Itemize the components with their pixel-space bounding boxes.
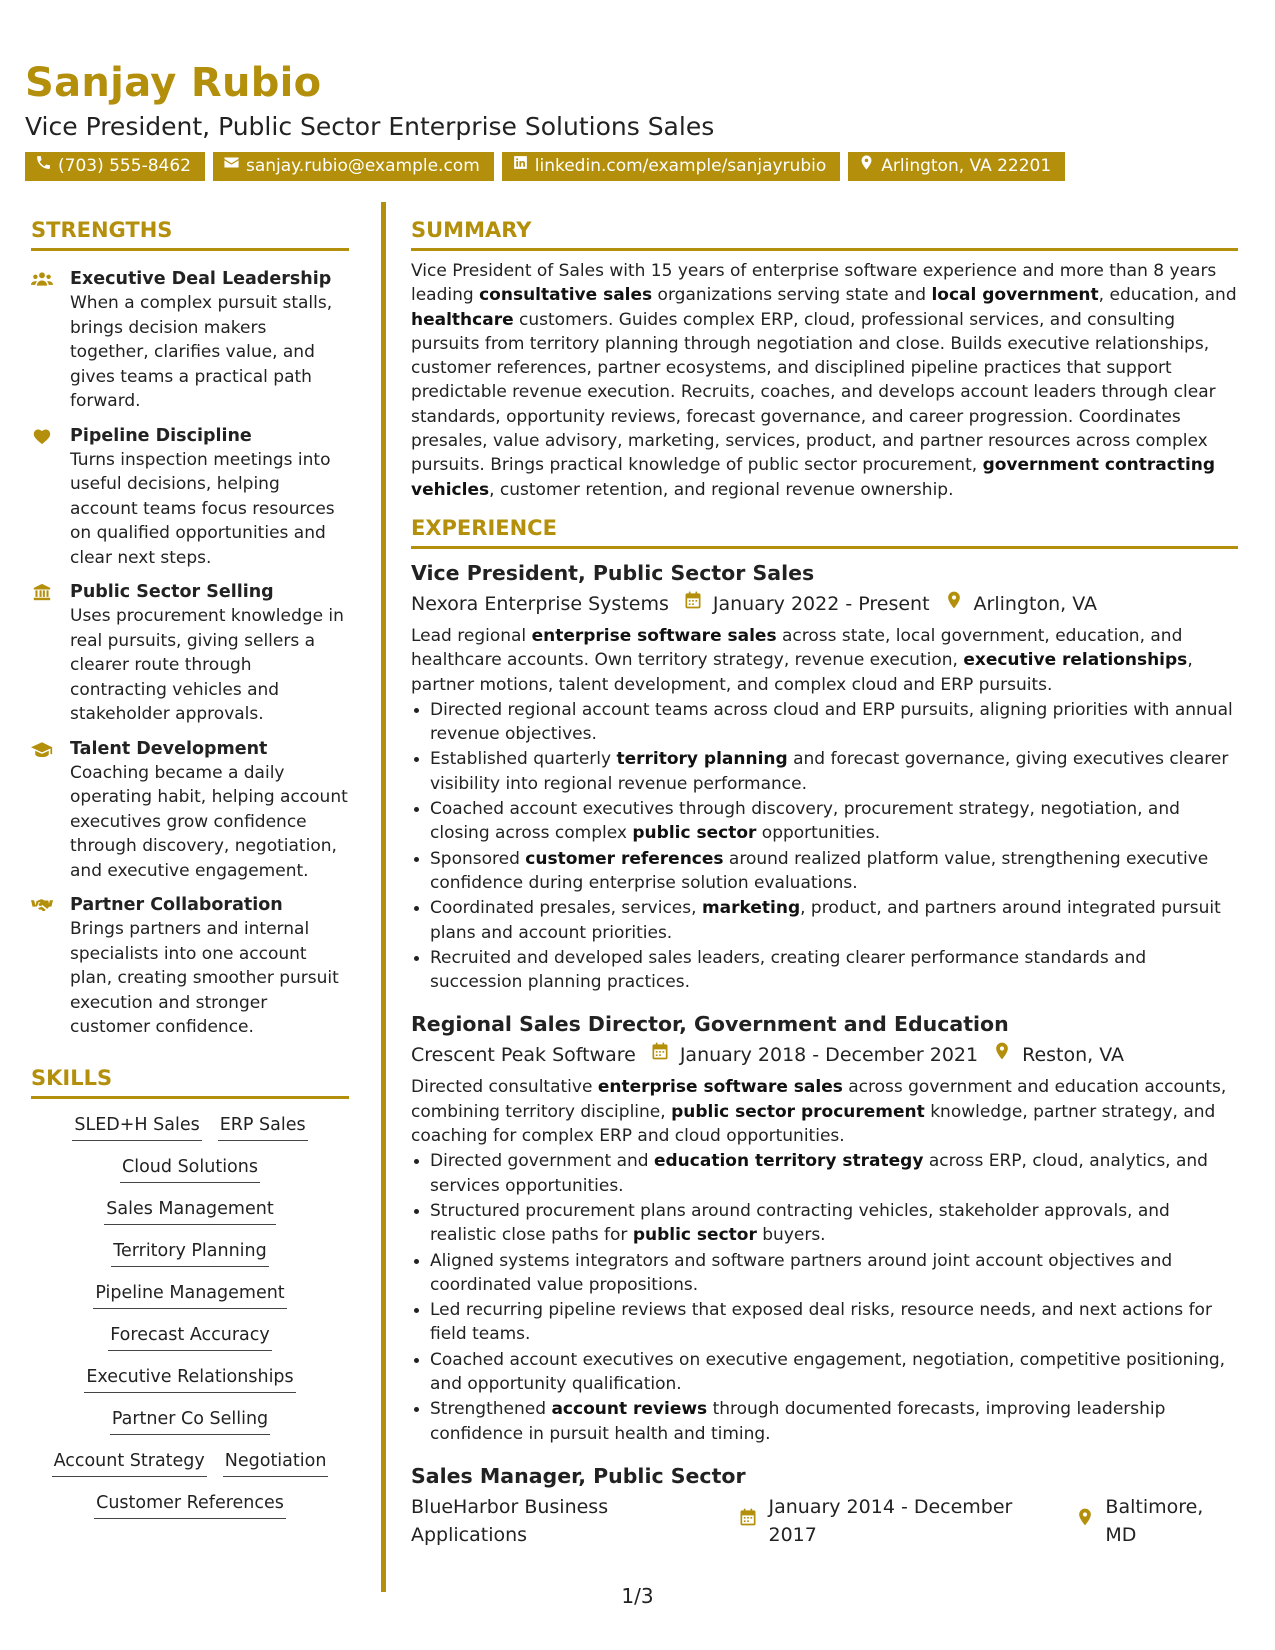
strength-title: Public Sector Selling [70, 582, 274, 602]
text-run: organizations serving state and [652, 285, 932, 306]
bold-keyword: public sector [632, 1225, 757, 1246]
right-column [411, 218, 1238, 1549]
location-pin-icon [930, 590, 974, 618]
company-name: BlueHarbor Business Applications [411, 1495, 609, 1546]
company-name: Nexora Enterprise Systems [411, 592, 669, 615]
skill-tag: Cloud Solutions [120, 1155, 260, 1183]
strength-title: Partner Collaboration [70, 895, 283, 915]
contact-email[interactable] [213, 152, 494, 181]
text-run: Strengthened [430, 1399, 552, 1420]
calendar-icon [724, 1507, 768, 1535]
text-run: , education, and [1098, 285, 1237, 306]
text-run: , partner motions, talent development, and complex cloud and ERP pursuits. [411, 650, 1193, 695]
strength-desc: Turns inspection meetings into useful decisions, helping account teams focus resources on qualified opportunities and clear next steps. [70, 449, 335, 568]
calendar-icon [669, 590, 713, 618]
job-meta [411, 590, 1238, 618]
strength-item [31, 424, 349, 571]
job-title: Sales Manager, Public Sector [411, 1463, 746, 1488]
bullet-item [430, 847, 1238, 896]
text-run: Structured procurement plans around contracting vehicles, stakeholder approvals, and realistic close paths for [430, 1200, 1170, 1246]
text-run: and forecast governance, giving executives clearer visibility into regional revenue performance. [430, 749, 1229, 794]
strength-item [31, 893, 349, 1040]
strengths-heading: STRENGTHS [31, 218, 349, 251]
experience-heading: EXPERIENCE [411, 516, 1238, 549]
text-run: , customer retention, and regional revenue ownership. [489, 479, 954, 500]
skill-tag: Sales Management [104, 1197, 275, 1225]
bold-keyword: government contracting vehicles [411, 455, 1216, 500]
bullet-item [430, 747, 1238, 796]
text-run: across state, local government, education, and healthcare accounts. Own territory strategy, revenue execution, [411, 625, 1183, 671]
strength-item [31, 580, 349, 727]
left-column [31, 218, 349, 1519]
candidate-name: Sanjay Rubio [25, 60, 322, 106]
bullet-item [430, 1397, 1238, 1446]
bold-keyword: healthcare [411, 309, 514, 330]
skill-tag: Negotiation [223, 1449, 329, 1477]
bullet-item [430, 698, 1238, 747]
bold-keyword: enterprise software sales [531, 625, 777, 646]
text-run: through documented forecasts, improving leadership confidence in pursuit health and timing. [430, 1399, 1166, 1444]
job-location: Baltimore, MD [1105, 1495, 1204, 1546]
bold-keyword: customer references [525, 848, 724, 869]
strength-desc: When a complex pursuit stalls, brings decision makers together, clarifies value, and gives teams a practical path forward. [70, 293, 333, 411]
job-bullets [411, 1149, 1238, 1446]
bullet-item [430, 1199, 1238, 1248]
bold-keyword: local government [931, 285, 1099, 306]
company-name: Crescent Peak Software [411, 1044, 636, 1067]
strength-title: Talent Development [70, 738, 268, 759]
contact-location [848, 152, 1065, 181]
building-columns-icon [31, 583, 55, 601]
bold-keyword: territory planning [616, 749, 788, 770]
location-pin-icon [858, 152, 875, 181]
experience-list [411, 559, 1238, 1549]
text-run: Directed regional account teams across cloud and ERP pursuits, aligning priorities with annual revenue objectives. [430, 699, 1233, 745]
text-run: Led recurring pipeline reviews that exposed deal risks, resource needs, and next actions for field teams. [430, 1300, 1212, 1345]
skills-list [31, 1113, 349, 1519]
text-run: across government and education accounts, combining territory discipline, [411, 1077, 1227, 1122]
job-description [411, 1075, 1238, 1148]
bullet-item [430, 797, 1238, 846]
skill-tag: ERP Sales [218, 1113, 308, 1141]
text-run: Vice President of Sales with 15 years of enterprise software experience and more than 8 years leading [411, 261, 1217, 306]
envelope-icon [223, 152, 240, 181]
strength-title: Executive Deal Leadership [70, 269, 332, 289]
strength-item [31, 737, 349, 884]
users-icon [31, 270, 55, 288]
strength-desc: Coaching became a daily operating habit, helping account executives grow confidence through discovery, negotiation, and executive engagement. [70, 762, 348, 881]
contact-phone-text: (703) 555-8462 [58, 156, 191, 176]
text-run: Recruited and developed sales leaders, creating clearer performance standards and succession planning practices. [430, 947, 1147, 993]
text-run: across ERP, cloud, analytics, and services opportunities. [430, 1151, 1208, 1196]
job-dates: January 2022 - Present [712, 592, 930, 615]
skill-tag: SLED+H Sales [72, 1113, 201, 1141]
job-entry [411, 559, 1238, 994]
skill-tag: Pipeline Management [93, 1281, 286, 1309]
bold-keyword: enterprise software sales [597, 1077, 843, 1098]
strength-title: Pipeline Discipline [70, 425, 252, 446]
job-meta [411, 1041, 1238, 1069]
location-pin-icon [1061, 1507, 1105, 1535]
job-description [411, 624, 1238, 697]
text-run: opportunities. [756, 823, 881, 844]
contact-bar [25, 152, 1065, 181]
text-run: Established quarterly [430, 749, 617, 770]
phone-icon [35, 152, 52, 181]
skills-heading: SKILLS [31, 1066, 349, 1099]
job-dates: January 2014 - December 2017 [768, 1495, 1013, 1546]
job-meta [411, 1493, 1238, 1549]
contact-linkedin[interactable] [502, 152, 840, 181]
column-divider [381, 202, 386, 1592]
graduation-cap-icon [31, 740, 55, 758]
contact-location-text: Arlington, VA 22201 [881, 156, 1052, 176]
heart-icon [31, 427, 55, 445]
bold-keyword: marketing [701, 898, 801, 919]
handshake-icon [31, 896, 55, 914]
location-pin-icon [978, 1041, 1022, 1069]
text-run: Lead regional [411, 625, 532, 646]
job-location: Arlington, VA [973, 592, 1097, 615]
summary-heading: SUMMARY [411, 218, 1238, 251]
bullet-item [430, 946, 1238, 995]
skill-tag: Account Strategy [52, 1449, 207, 1477]
job-dates: January 2018 - December 2021 [679, 1044, 979, 1067]
text-run: customers. Guides complex ERP, cloud, professional services, and consulting pursuits from territory planning through negotiation and close. Builds executive relationships, customer references, partner ecosystems, and disciplined pipeline practices that support predictable revenue execution. Recruits, coaches, and develops account leaders through clear standards, opportunity reviews, forecast governance, and career progression. Coordinates presales, value advisory, marketing, services, product, and partner resources across complex pursuits. Brings practical knowledge of public sector procurement, [411, 309, 1216, 476]
bold-keyword: executive relationships [963, 650, 1188, 671]
strength-desc: Uses procurement knowledge in real pursuits, giving sellers a clearer route through contracting vehicles and stakeholder approvals. [70, 606, 344, 724]
text-run: around realized platform value, strengthening executive confidence during enterprise solution evaluations. [430, 848, 1209, 893]
calendar-icon [636, 1041, 680, 1069]
page-number: 1/3 [621, 1584, 654, 1608]
text-run: Coordinated presales, services, [430, 898, 702, 919]
text-run: , product, and partners around integrated pursuit plans and account priorities. [430, 898, 1221, 943]
text-run: Coached account executives on executive engagement, negotiation, competitive positioning, and opportunity qualification. [430, 1349, 1226, 1394]
job-entry [411, 1010, 1238, 1445]
text-run: Coached account executives through discovery, procurement strategy, negotiation, and closing across complex [430, 799, 1180, 844]
job-title: Vice President, Public Sector Sales [411, 560, 815, 585]
skill-tag: Partner Co Selling [110, 1407, 270, 1435]
candidate-title: Vice President, Public Sector Enterprise Solutions Sales [25, 112, 715, 141]
text-run: Sponsored [430, 848, 526, 869]
summary-text [411, 259, 1238, 502]
job-location: Reston, VA [1022, 1044, 1125, 1067]
contact-email-text: sanjay.rubio@example.com [245, 156, 480, 176]
skill-tag: Territory Planning [111, 1239, 269, 1267]
skill-tag: Forecast Accuracy [108, 1323, 272, 1351]
text-run: buyers. [756, 1225, 826, 1246]
bold-keyword: education territory strategy [653, 1151, 924, 1172]
strength-item [31, 267, 349, 414]
job-bullets [411, 698, 1238, 995]
text-run: Aligned systems integrators and software partners around joint account objectives and coordinated value propositions. [430, 1250, 1173, 1295]
bold-keyword: consultative sales [479, 285, 653, 306]
bold-keyword: account reviews [551, 1399, 708, 1420]
strength-desc: Brings partners and internal specialists into one account plan, creating smoother pursuit execution and stronger customer confidence. [70, 919, 339, 1037]
contact-linkedin-text: linkedin.com/example/sanjayrubio [534, 156, 827, 176]
bold-keyword: public sector procurement [671, 1101, 925, 1122]
text-run: Directed consultative [411, 1077, 598, 1098]
contact-phone[interactable] [25, 152, 205, 181]
bullet-item [430, 1149, 1238, 1198]
job-entry [411, 1462, 1238, 1549]
bullet-item [430, 1348, 1238, 1397]
job-title: Regional Sales Director, Government and Education [411, 1012, 1009, 1037]
skill-tag: Executive Relationships [84, 1365, 295, 1393]
linkedin-icon [512, 152, 529, 181]
bold-keyword: public sector [632, 823, 757, 844]
bullet-item [430, 1298, 1238, 1347]
text-run: Directed government and [430, 1151, 654, 1172]
skill-tag: Customer References [94, 1491, 286, 1519]
bullet-item [430, 1249, 1238, 1298]
bullet-item [430, 896, 1238, 945]
text-run: knowledge, partner strategy, and coaching for complex ERP and cloud opportunities. [411, 1101, 1216, 1147]
